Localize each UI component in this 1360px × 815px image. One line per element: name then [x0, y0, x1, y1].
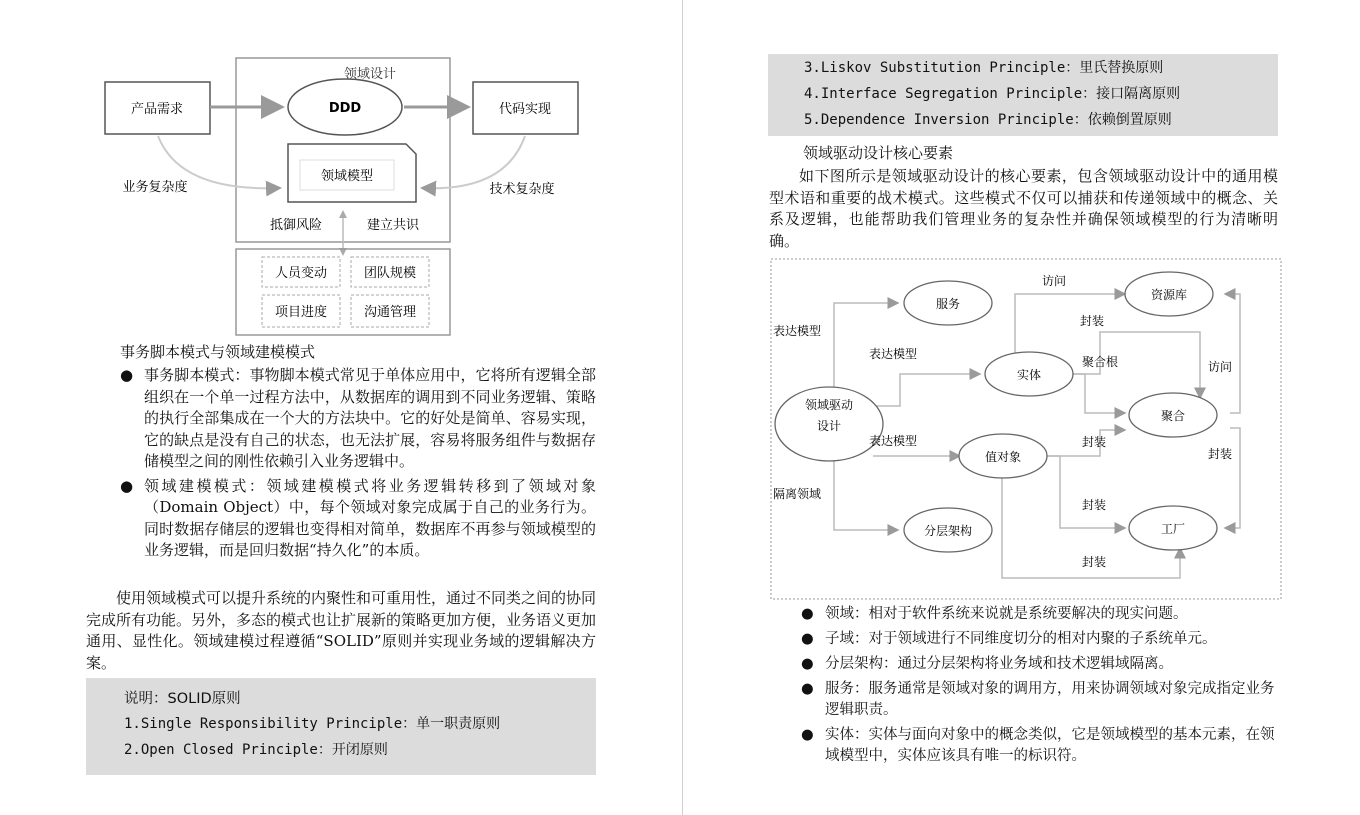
bullet-text: 实体：实体与面向对象中的概念类似，它是领域模型的基本元素，在领域模型中，实体应该具有唯一的标识符。	[825, 727, 1275, 764]
note-title: 说明：SOLID原则	[124, 691, 241, 707]
people-change-label: 人员变动	[274, 266, 328, 281]
business-complexity-label: 业务复杂度	[122, 180, 188, 195]
bullet-dot: ●	[801, 631, 814, 647]
aggregate-label: 聚合	[1160, 409, 1186, 423]
factory-label: 工厂	[1160, 522, 1186, 536]
edge-label-aggregate-root: 聚合根	[1081, 355, 1119, 369]
list-item	[120, 476, 596, 562]
edge-label-encapsulate: 封装	[1081, 555, 1107, 569]
bullet-dot: ●	[801, 681, 814, 697]
note-item: 1.Single Responsibility Principle：单一职责原则	[124, 716, 501, 732]
ddd-node-label-line2: 设计	[816, 419, 842, 433]
list-item	[801, 654, 1281, 675]
project-progress-label: 项目进度	[274, 305, 328, 320]
domain-design-label: 领域设计	[343, 67, 397, 82]
domain-design-diagram	[100, 52, 590, 342]
right-bullet-list	[801, 604, 1281, 767]
bullet-text: 分层架构：通过分层架构将业务域和技术逻辑域隔离。	[825, 656, 1173, 672]
communication-label: 沟通管理	[363, 305, 417, 320]
list-item	[801, 725, 1281, 767]
list-item	[801, 679, 1281, 721]
edge-label-access: 访问	[1207, 360, 1233, 374]
edge-label-express-model: 表达模型	[772, 324, 822, 338]
bullet-text: 服务：服务通常是领域对象的调用方，用来协调领域对象完成指定业务逻辑职责。	[825, 681, 1275, 718]
right-page	[683, 0, 1360, 815]
product-requirement-label: 产品需求	[130, 102, 184, 117]
section-title-ddd-core: 领域驱动设计核心要素	[803, 144, 954, 162]
value-object-label: 值对象	[984, 450, 1022, 464]
entity-label: 实体	[1016, 368, 1042, 382]
bullet-text: 领域：相对于软件系统来说就是系统要解决的现实问题。	[825, 606, 1188, 622]
bullet-dot: ●	[801, 727, 814, 743]
build-consensus-label: 建立共识	[366, 218, 420, 233]
ddd-core-elements-diagram	[770, 258, 1282, 600]
team-scale-label: 团队规模	[363, 266, 417, 281]
body-paragraph: 使用领域模式可以提升系统的内聚性和可重用性，通过不同类之间的协同完成所有功能。另外，多态的模式也让扩展新的策略更加方便，业务语义更加通用、显性化。领域建模过程遵循“SOLID”原则并实现业务域的逻辑解决方案。	[86, 589, 597, 672]
note-item: 5.Dependence Inversion Principle：依赖倒置原则	[804, 112, 1172, 128]
bullet-dot: ●	[120, 476, 134, 495]
bullet-dot: ●	[801, 656, 814, 672]
layered-architecture-label: 分层架构	[923, 524, 973, 538]
solid-note-box	[86, 678, 596, 775]
ddd-label: DDD	[328, 101, 362, 116]
edge-label-express-model: 表达模型	[868, 434, 918, 448]
edge-label-encapsulate: 封装	[1081, 435, 1107, 449]
section-title-transaction-script: 事务脚本模式与领域建模模式	[120, 343, 316, 361]
resist-risk-label: 抵御风险	[269, 218, 323, 233]
ddd-node-label-line1: 领域驱动	[804, 398, 854, 412]
edge-label-encapsulate: 封装	[1207, 447, 1233, 461]
bullet-dot: ●	[120, 366, 134, 384]
list-item	[120, 365, 596, 473]
bullet-text: 子域：对于领域进行不同维度切分的相对内聚的子系统单元。	[825, 631, 1217, 647]
edge-label-encapsulate: 封装	[1081, 498, 1107, 512]
body-paragraph: 如下图所示是领域驱动设计的核心要素，包含领域驱动设计中的通用模型术语和重要的战术模式。这些模式不仅可以捕获和传递领域中的概念、关系及逻辑，也能帮助我们管理业务的复杂性并确保领域模型的行为清晰明确。	[769, 167, 1278, 250]
list-item	[801, 604, 1281, 625]
domain-model-label: 领域模型	[320, 169, 374, 184]
note-item: 3.Liskov Substitution Principle：里氏替换原则	[804, 60, 1164, 76]
note-item: 4.Interface Segregation Principle：接口隔离原则	[804, 86, 1181, 102]
bullet-dot: ●	[801, 606, 814, 622]
solid-note-box-continued	[768, 54, 1278, 136]
edge-label-express-model: 表达模型	[868, 347, 918, 361]
edge-label-isolate-domain: 隔离领域	[772, 487, 822, 501]
repository-label: 资源库	[1150, 288, 1188, 302]
bullet-text: 领域建模模式：领域建模模式将业务逻辑转移到了领域对象（Domain Object）中，每个领域对象完成属于自己的业务行为。同时数据存储层的逻辑也变得相对简单，数据库不再参与领域模型的业务逻辑，而是回归数据“持久化”的本质。	[144, 476, 596, 559]
list-item	[801, 629, 1281, 650]
code-implementation-label: 代码实现	[498, 102, 552, 117]
tech-complexity-label: 技术复杂度	[489, 182, 555, 197]
service-label: 服务	[935, 297, 961, 311]
bullet-text: 事务脚本模式：事物脚本模式常见于单体应用中，它将所有逻辑全部组织在一个单一过程方法中，从数据库的调用到不同业务逻辑、策略的执行全部集成在一个大的方法块中。它的好处是简单、容易实现，它的缺点是没有自己的状态，也无法扩展，容易将服务组件与数据存储模型之间的刚性依赖引入业务逻辑中。	[144, 366, 596, 470]
note-item: 2.Open Closed Principle：开闭原则	[124, 742, 388, 758]
edge-label-encapsulate: 封装	[1079, 314, 1105, 328]
left-bullet-list	[120, 365, 596, 562]
edge-label-access: 访问	[1041, 274, 1067, 288]
